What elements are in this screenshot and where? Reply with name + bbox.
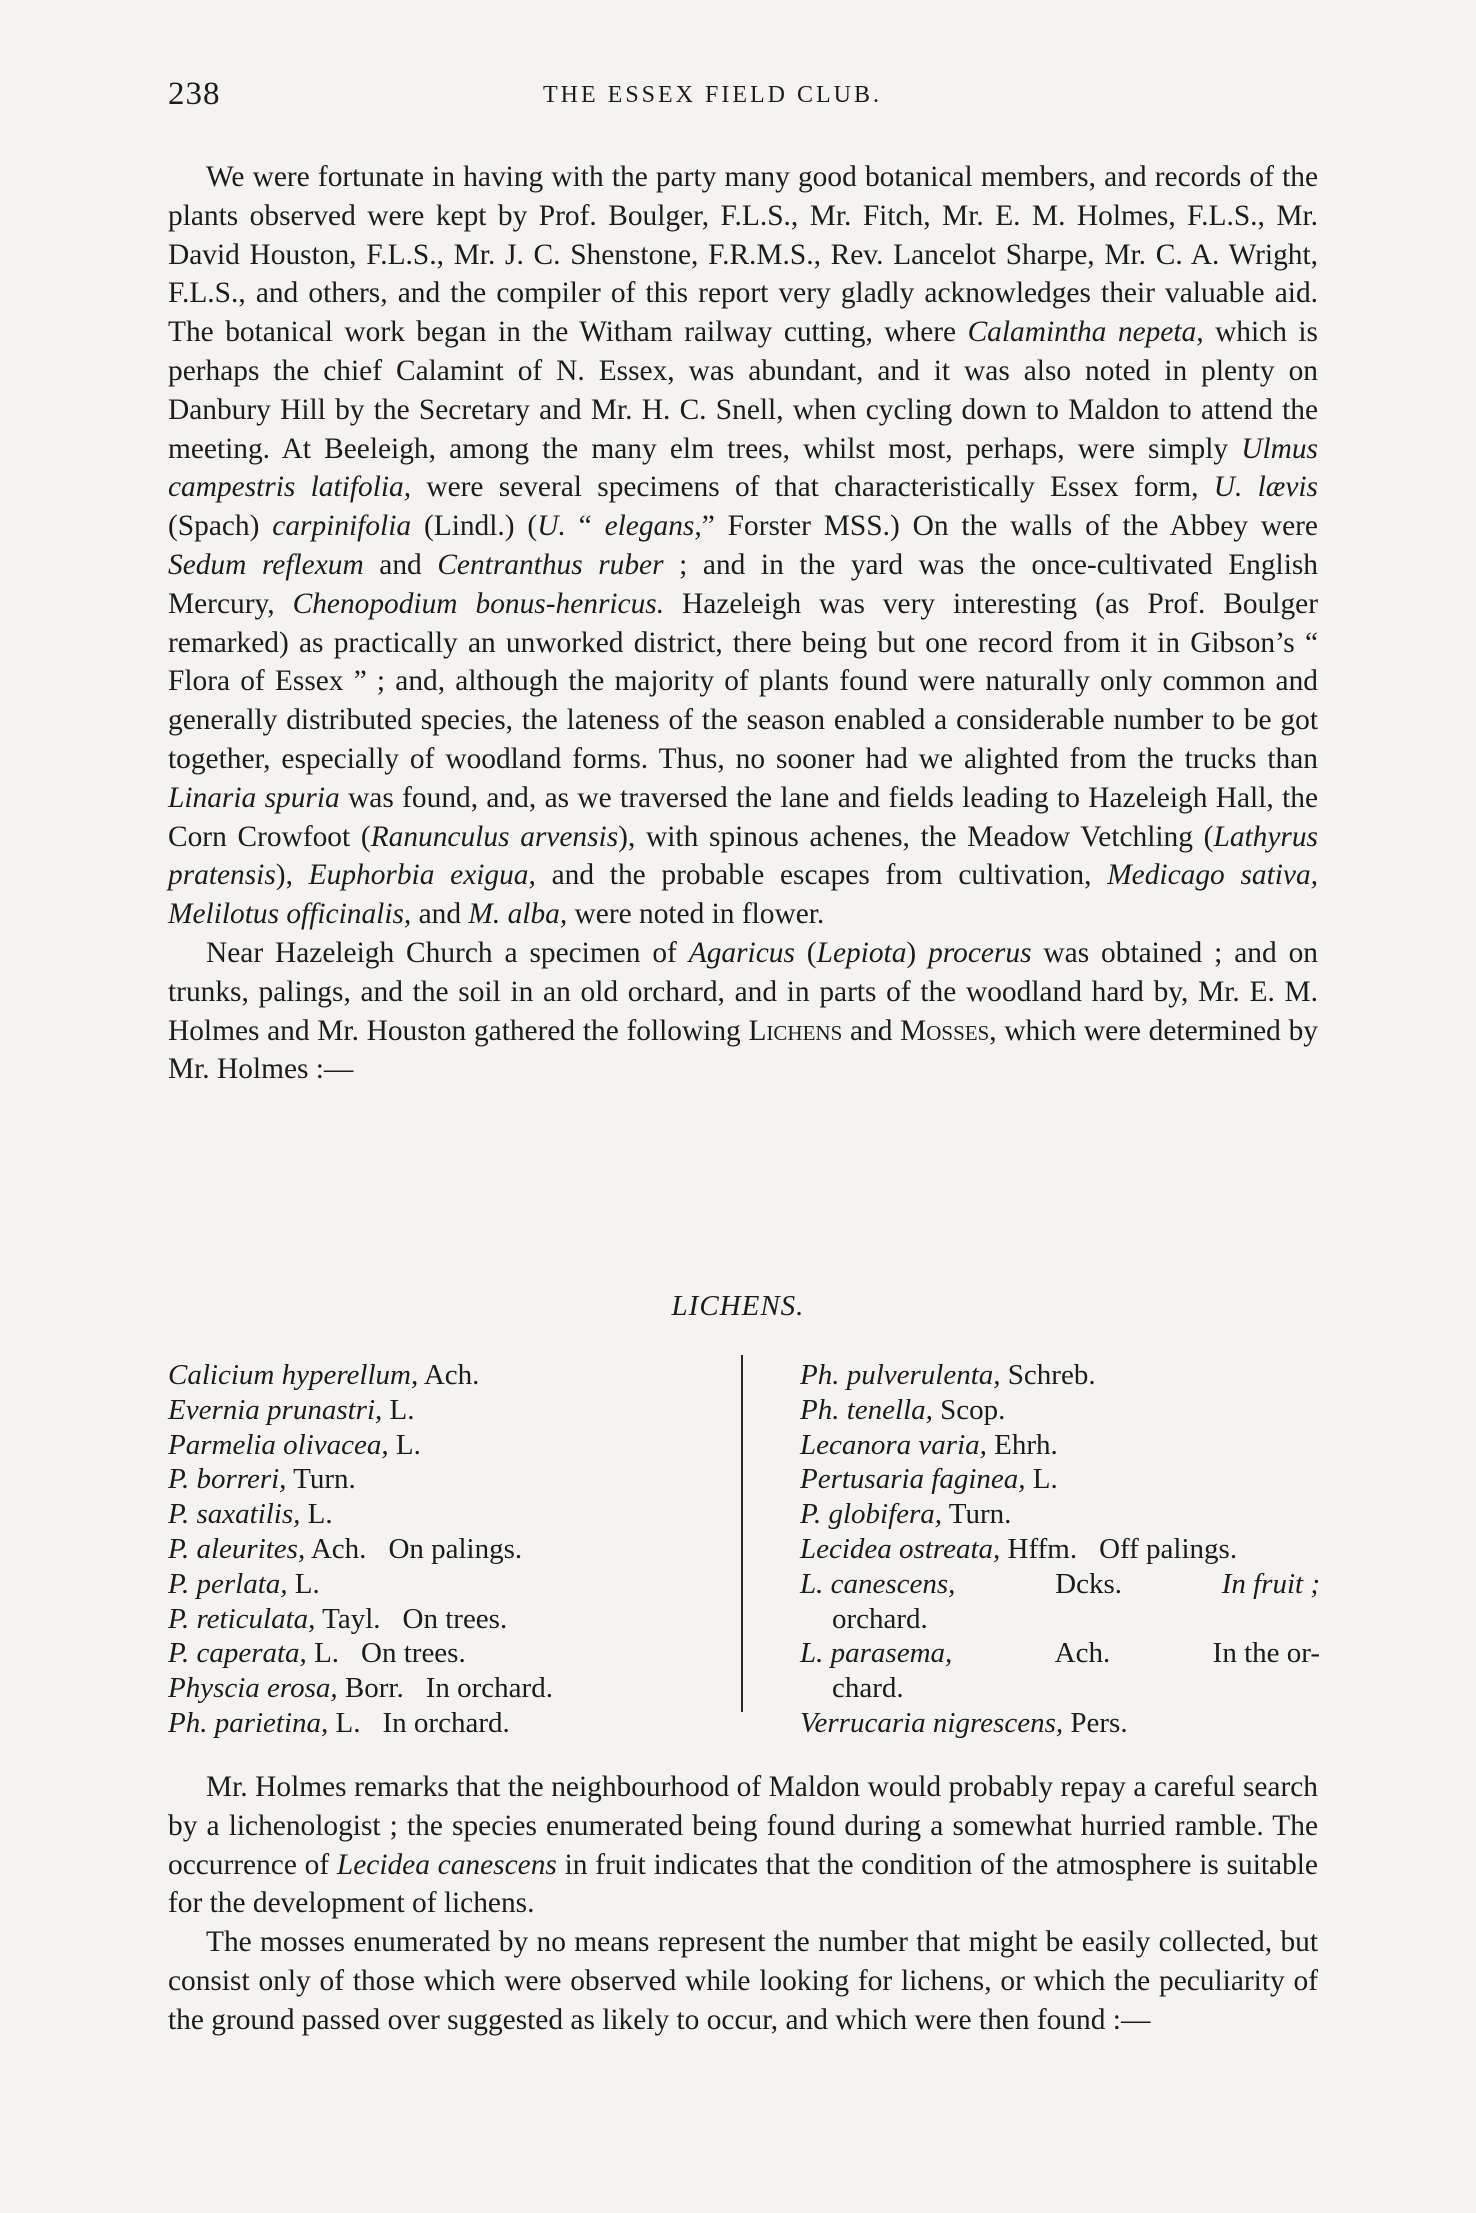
species-name: M. alba, xyxy=(468,898,568,931)
species-name: Euphorbia exigua, xyxy=(308,859,536,892)
lichen-authority: Turn. xyxy=(942,1498,1012,1531)
lichen-note: Off palings. xyxy=(1099,1532,1238,1565)
lichen-entry xyxy=(168,1706,728,1741)
text-run: Hazeleigh was very interesting (as Prof. Boulger remarked) as practically an unworked district, there being but one record from it in Gibson’s “ Flora of Essex ” ; and, although the majority of plants found were naturally only common and generally distributed species, the lateness of the season enabled a considerable number to be got together, especially of woodland forms. Thus, no sooner had we alighted from the trucks than xyxy=(168,587,1318,775)
lichen-entry xyxy=(800,1462,1320,1497)
lichen-entry xyxy=(168,1636,728,1671)
lichen-name: Ph. tenella, xyxy=(800,1393,933,1426)
lichen-entry xyxy=(168,1567,728,1602)
species-name: procerus xyxy=(928,936,1032,969)
species-name: Ranunculus arvensis xyxy=(370,820,619,853)
text-run: ( xyxy=(794,936,817,969)
species-name: Lathyrus pratensis xyxy=(168,820,1318,892)
running-head xyxy=(168,76,1318,120)
lichen-name: L. canescens, xyxy=(800,1567,956,1600)
lichen-name: P. aleurites, xyxy=(168,1532,306,1565)
lichens-heading: LICHENS. xyxy=(671,1290,805,1322)
lichen-entry xyxy=(168,1497,728,1532)
text-run: ), with spinous achenes, the Meadow Vetchling ( xyxy=(618,820,1214,853)
species-name: U. xyxy=(537,510,566,543)
text-run: and xyxy=(842,1014,901,1047)
lichen-note: On palings. xyxy=(388,1532,523,1565)
lichen-note: On trees. xyxy=(402,1602,508,1635)
lichen-entry xyxy=(168,1462,728,1497)
lichen-authority: L. xyxy=(382,1393,415,1426)
paragraph-hazeleigh-church xyxy=(168,934,1318,1089)
lichen-entry xyxy=(168,1532,728,1567)
lichen-name: Ph. parietina, xyxy=(168,1706,329,1739)
lichen-name: Verrucaria nigrescens, xyxy=(800,1706,1064,1739)
lichen-name: Pertusaria faginea, xyxy=(800,1463,1026,1496)
lichen-name: P. perlata, xyxy=(168,1567,288,1600)
body-text-lower xyxy=(168,1768,1318,2040)
lichen-entry xyxy=(168,1671,728,1706)
lichen-name: L. parasema, xyxy=(800,1637,953,1670)
text-run: Near Hazeleigh Church a specimen of xyxy=(206,936,689,969)
lichen-authority: Ach. xyxy=(418,1359,480,1391)
lichen-name: Calicium hyperellum, xyxy=(168,1359,419,1391)
species-name: Centranthus ruber xyxy=(437,548,664,581)
page-number: 238 xyxy=(168,76,221,112)
lichens-list-right xyxy=(800,1358,1320,1741)
lichen-authority: L. xyxy=(287,1567,320,1600)
text-run: and the probable escapes from cultivation, xyxy=(535,859,1108,892)
text-run: , which were determined by Mr. Holmes :— xyxy=(168,1014,1318,1086)
text-run: We were fortunate in having with the party many good botanical members, and records of the plants observed were kept by Prof. Boulger, F.L.S., Mr. Fitch, Mr. E. M. Holmes, F.L.S., Mr. David Houston, F.L.S., Mr. J. C. Shenstone, F.R.M.S., Rev. Lancelot Sharpe, Mr. C. A. Wright, F.L.S., and others, and the compiler of this report very gladly acknowledges their valuable aid. The botanical work began in the Witham railway cutting, where xyxy=(168,161,1318,349)
lichen-name: Evernia prunastri, xyxy=(168,1393,383,1426)
lichen-authority: L. xyxy=(300,1498,333,1531)
species-name: Chenopodium bonus-henricus. xyxy=(292,587,665,620)
paragraph-mosses: The mosses enumerated by no means represent the number that might be easily collected, but consist only of those which were observed while looking for lichens, or which the peculiarity of the ground passed over suggested as likely to occur, and which were then found :— xyxy=(168,1926,1318,2036)
lichen-entry xyxy=(800,1532,1320,1567)
paragraph-botanical-members xyxy=(168,158,1318,934)
lichen-authority: Ehrh. xyxy=(986,1428,1058,1461)
text-run: “ xyxy=(565,510,605,543)
text-run: ” Forster MSS.) On the walls of the Abbey were xyxy=(701,510,1318,543)
lichen-authority: Schreb. xyxy=(1000,1359,1096,1391)
text-run: and xyxy=(363,548,438,581)
body-text-upper xyxy=(168,158,1318,1089)
species-name: Ulmus campestris latifolia, xyxy=(168,432,1318,504)
text-run: (Spach) xyxy=(168,510,273,543)
lichen-authority: L. xyxy=(1025,1463,1058,1496)
lichen-entry xyxy=(800,1706,1320,1741)
lichens-list-left xyxy=(168,1358,728,1741)
lichen-entry xyxy=(800,1428,1320,1463)
lichen-authority: Ach. xyxy=(305,1532,367,1565)
lichen-authority: Dcks. xyxy=(1055,1567,1122,1600)
lichen-name: P. borreri, xyxy=(168,1463,287,1496)
lichen-entry xyxy=(800,1497,1320,1532)
species-name: Calamintha nepeta, xyxy=(967,316,1204,349)
text-run: were noted in flower. xyxy=(567,898,825,931)
lichen-name: Ph. pulverulenta, xyxy=(800,1359,1001,1391)
lichen-note-continued: orchard. xyxy=(832,1602,928,1635)
species-name: Lepiota xyxy=(816,936,907,969)
lichen-name: Parmelia olivacea, xyxy=(168,1428,389,1461)
lichen-entry xyxy=(168,1358,728,1393)
text-run: was obtained ; and on trunks, palings, and the soil in an old orchard, and in parts of the woodland hard by, Mr. E. M. Holmes and Mr. Houston gathered the following xyxy=(168,936,1318,1047)
lichen-note: In orchard. xyxy=(382,1706,510,1739)
lichen-name: Lecanora varia, xyxy=(800,1428,987,1461)
lichen-note: In orchard. xyxy=(425,1672,553,1705)
species-name: Agaricus xyxy=(688,936,795,969)
lichen-note-continued: chard. xyxy=(832,1672,904,1705)
lichen-entry xyxy=(800,1567,1320,1602)
text-run: ), xyxy=(275,859,309,892)
lichen-entry xyxy=(800,1393,1320,1428)
column-divider xyxy=(741,1355,743,1712)
text-run: ; and in the yard was the once-cultivated English Mercury, xyxy=(168,548,1319,620)
lichen-authority: L. xyxy=(388,1428,421,1461)
lichen-authority: Pers. xyxy=(1063,1706,1128,1739)
species-name: U. lævis xyxy=(1213,471,1318,504)
text-run: was found, and, as we traversed the lane and fields leading to Hazeleigh Hall, the Corn Crowfoot ( xyxy=(168,781,1318,853)
lichen-authority: Borr. xyxy=(337,1672,404,1705)
lichen-name: P. globifera, xyxy=(800,1498,943,1531)
lichen-name: P. reticulata, xyxy=(168,1602,316,1635)
lichen-name: P. saxatilis, xyxy=(168,1498,301,1531)
species-name: Linaria spuria xyxy=(168,781,340,814)
species-name: Medicago sativa, Melilotus officinalis, xyxy=(168,859,1319,931)
lichen-authority: Ach. xyxy=(1054,1637,1111,1670)
lichens-right-simple xyxy=(800,1358,1320,1567)
lichen-entry xyxy=(800,1636,1320,1671)
species-name: Lecidea canescens xyxy=(336,1848,557,1881)
lichen-authority: Turn. xyxy=(286,1463,356,1496)
text-run: Mr. Holmes remarks that the neighbourhood of Maldon would probably repay a careful search by a lichenologist ; the species enumerated being found during a somewhat hurried ramble. The occurrence of xyxy=(168,1771,1318,1881)
text-run: ) xyxy=(906,936,929,969)
text-run: (Lindl.) ( xyxy=(411,510,538,543)
species-name: elegans, xyxy=(604,510,702,543)
text-run: and xyxy=(411,898,469,931)
lichen-authority: L. xyxy=(306,1637,340,1670)
lichen-entry xyxy=(800,1358,1320,1393)
lichen-name: Lecidea ostreata, xyxy=(800,1532,1001,1565)
lichen-authority: Scop. xyxy=(932,1393,1006,1426)
lichen-authority: Hffm. xyxy=(1000,1532,1078,1565)
species-name: Sedum reflexum xyxy=(168,548,364,581)
lichen-note: In fruit ; xyxy=(1221,1567,1320,1600)
lichen-name: Physcia erosa, xyxy=(168,1672,338,1705)
small-caps-term: Lichens xyxy=(748,1014,843,1047)
small-caps-term: Mosses xyxy=(900,1014,990,1047)
lichen-authority: Tayl. xyxy=(315,1602,381,1635)
species-name: carpinifolia xyxy=(272,510,412,543)
lichen-entry xyxy=(168,1393,728,1428)
paragraph-holmes-remarks xyxy=(168,1768,1318,1923)
lichen-authority: L. xyxy=(328,1706,361,1739)
lichen-note: On trees. xyxy=(361,1637,466,1670)
lichen-entry xyxy=(168,1428,728,1463)
lichen-name: P. caperata, xyxy=(168,1637,307,1670)
text-run: were several specimens of that characteristically Essex form, xyxy=(411,471,1214,504)
lichen-entry xyxy=(168,1602,728,1637)
lichen-note: In the or- xyxy=(1212,1637,1320,1670)
journal-title: THE ESSEX FIELD CLUB. xyxy=(543,82,882,108)
text-run: which is perhaps the chief Calamint of N. Essex, was abundant, and it was also noted in plenty on Danbury Hill by the Secretary and Mr. H. C. Snell, when cycling down to Maldon to attend the meeting. At Beeleigh, among the many elm trees, whilst most, perhaps, were simply xyxy=(168,316,1318,465)
text-run: in fruit indicates that the condition of the atmosphere is suitable for the development of lichens. xyxy=(168,1848,1318,1920)
